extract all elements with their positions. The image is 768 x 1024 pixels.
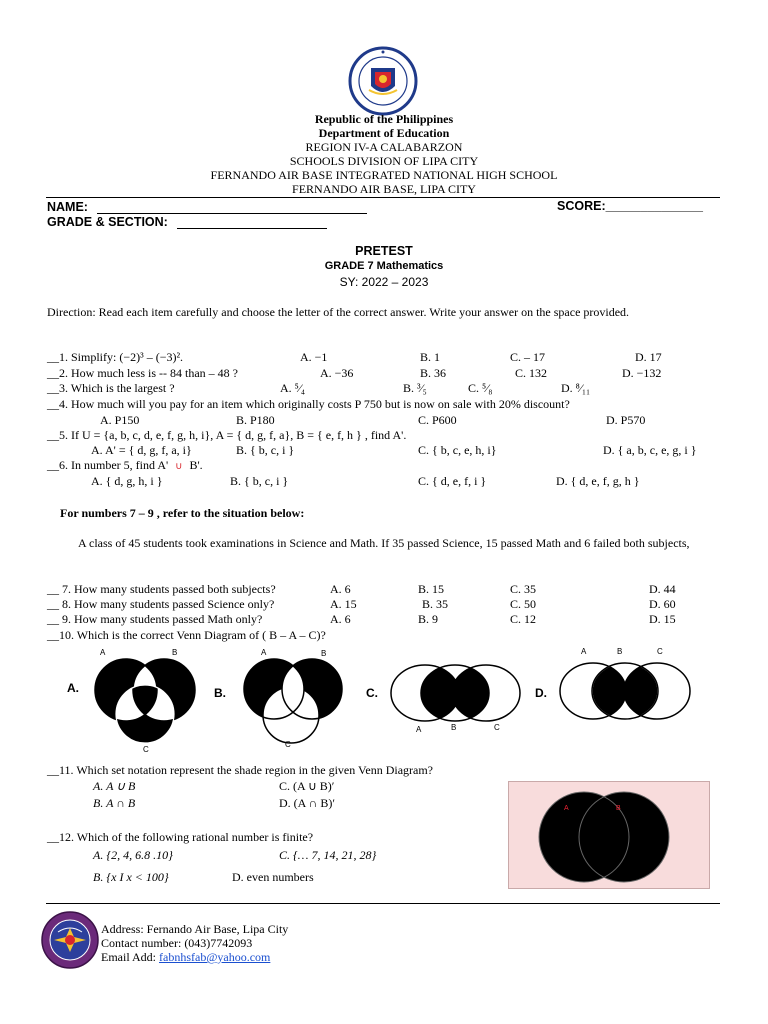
choice-d[interactable]: D. P570: [606, 413, 646, 427]
name-line[interactable]: [97, 199, 367, 214]
question-stem: __ 8. How many students passed Science only?: [47, 597, 275, 611]
q10-option-c-label[interactable]: C.: [366, 686, 378, 700]
choice-b[interactable]: B. 1: [420, 350, 441, 364]
school-year: SY: 2022 – 2023: [339, 275, 429, 289]
grade-section-field: [47, 214, 327, 229]
header-divider: [46, 197, 720, 198]
choice-c[interactable]: C. 50: [510, 597, 537, 611]
venn-label-a: A: [261, 648, 267, 657]
q12-choice-a[interactable]: A. {2, 4, 6.8 .10}: [93, 848, 173, 862]
choice-a[interactable]: A. 15: [330, 597, 357, 611]
choice-a[interactable]: A. A' = { d, g, f, a, i}: [91, 443, 192, 457]
question-stem: __ 7. How many students passed both subjects?: [47, 582, 276, 596]
venn-label-a: A: [581, 647, 587, 656]
venn-label-b: B: [616, 805, 621, 812]
choice-d[interactable]: D. { a, b, c, e, g, i }: [603, 443, 697, 457]
q10-option-a-label[interactable]: A.: [67, 681, 79, 695]
direction-text: Direction: Read each item carefully and choose the letter of the correct answer. Write your answer on the space provided.: [47, 305, 630, 319]
grade-section-label: GRADE & SECTION:: [47, 215, 168, 229]
q11-choice-b[interactable]: B. A ∩ B: [93, 796, 136, 810]
choice-d[interactable]: D. ⁸⁄₁₁: [561, 381, 591, 395]
choice-c[interactable]: C. 12: [510, 612, 537, 626]
question-stem: __ 9. How many students passed Math only?: [47, 612, 263, 626]
venn-label-b: B: [172, 648, 178, 657]
footer-divider: [46, 903, 720, 904]
header-school: FERNANDO AIR BASE INTEGRATED NATIONAL HIGH SCHOOL: [210, 168, 558, 182]
name-label: NAME:: [47, 200, 88, 214]
venn-label-b: B: [617, 647, 623, 656]
footer-contact: Contact number: (043)7742093: [101, 936, 253, 950]
venn-label-b: B: [321, 649, 327, 658]
choice-c[interactable]: C. – 17: [510, 350, 546, 364]
union-symbol-icon: ∪: [175, 461, 183, 472]
choice-b[interactable]: B. P180: [236, 413, 275, 427]
venn-label-c: C: [143, 745, 149, 754]
q12-choice-c[interactable]: C. {… 7, 14, 21, 28}: [279, 848, 377, 862]
footer-email-link[interactable]: fabnhsfab@yahoo.com: [159, 950, 271, 964]
choice-a[interactable]: A. P150: [100, 413, 140, 427]
question-stem: __2. How much less is -- 84 than – 48 ?: [47, 366, 238, 380]
choice-c[interactable]: C. ⁵⁄₈: [468, 381, 493, 395]
header-division: SCHOOLS DIVISION OF LIPA CITY: [289, 154, 479, 168]
q10-venn-option-d[interactable]: [555, 642, 695, 724]
choice-b[interactable]: B. 35: [422, 597, 449, 611]
venn-label-a: A: [564, 805, 569, 812]
venn-label-c: C: [494, 723, 500, 732]
question-stem: __3. Which is the largest ?: [47, 381, 175, 395]
choice-c[interactable]: C. 132: [515, 366, 548, 380]
choice-b[interactable]: B. 36: [420, 366, 447, 380]
header-address: FERNANDO AIR BASE, LIPA CITY: [292, 182, 476, 196]
choice-b[interactable]: B. 15: [418, 582, 445, 596]
header-republic: Republic of the Philippines: [314, 112, 454, 126]
question-stem-start: __6. In number 5, find A': [47, 458, 169, 472]
choice-d[interactable]: D. 15: [649, 612, 676, 626]
choice-d[interactable]: D. 60: [649, 597, 676, 611]
q10-venn-option-a[interactable]: [88, 645, 203, 755]
choice-c[interactable]: C. 35: [510, 582, 537, 596]
question-12-stem: __12. Which of the following rational number is finite?: [47, 830, 314, 844]
question-11-stem: __11. Which set notation represent the shade region in the given Venn Diagram?: [47, 763, 434, 777]
choice-a[interactable]: A. −36: [320, 366, 354, 380]
q10-option-b-label[interactable]: B.: [214, 686, 226, 700]
q10-venn-option-c[interactable]: [388, 660, 523, 738]
footer-email-label: Email Add:: [101, 950, 156, 964]
question-stem: [47, 458, 203, 473]
venn-label-a: A: [416, 725, 422, 734]
q10-option-d-label[interactable]: D.: [535, 686, 547, 700]
name-field: [47, 199, 367, 214]
choice-d[interactable]: D. { d, e, f, g, h }: [556, 474, 640, 488]
q11-venn-diagram: [509, 782, 709, 888]
test-subtitle: GRADE 7 Mathematics: [324, 260, 444, 272]
header-department: Department of Education: [318, 126, 450, 140]
choice-d[interactable]: D. 17: [635, 350, 662, 364]
venn-label-b: B: [451, 723, 457, 732]
choice-c[interactable]: C. P600: [418, 413, 457, 427]
choice-b[interactable]: B. ³⁄₅: [403, 381, 427, 395]
choice-c[interactable]: C. { b, c, e, h, i}: [418, 443, 497, 457]
question-stem: __5. If U = {a, b, c, d, e, f, g, h, i}, A = { d, g, f, a}, B = { e, f, h } , find A'.: [47, 428, 407, 442]
venn-label-c: C: [657, 647, 663, 656]
choice-c[interactable]: C. { d, e, f, i }: [418, 474, 487, 488]
choice-b[interactable]: B. { b, c, i }: [236, 443, 295, 457]
choice-b[interactable]: B. { b, c, i }: [230, 474, 289, 488]
question-stem: __4. How much will you pay for an item which originally costs P 750 but is now on sale with 20% discount?: [47, 397, 570, 411]
footer-email: [101, 950, 270, 965]
q11-choice-a[interactable]: A. A ∪ B: [93, 779, 136, 793]
header-region: REGION IV-A CALABARZON: [305, 140, 463, 154]
choice-a[interactable]: A. 6: [330, 582, 351, 596]
choice-a[interactable]: A. −1: [300, 350, 328, 364]
score-field: SCORE:______________: [557, 199, 703, 213]
question-stem: __1. Simplify: (−2)³ – (−3)².: [47, 350, 184, 364]
q12-choice-b[interactable]: B. {x I x < 100}: [93, 870, 169, 884]
choice-d[interactable]: D. 44: [649, 582, 676, 596]
test-title: PRETEST: [355, 244, 413, 258]
choice-d[interactable]: D. −132: [622, 366, 662, 380]
venn-label-a: A: [100, 648, 106, 657]
choice-a[interactable]: A. 6: [330, 612, 351, 626]
footer-address: Address: Fernando Air Base, Lipa City: [101, 922, 289, 936]
question-10-stem: __10. Which is the correct Venn Diagram of ( B – A – C)?: [47, 628, 326, 642]
choice-a[interactable]: A. { d, g, h, i }: [91, 474, 163, 488]
choice-b[interactable]: B. 9: [418, 612, 439, 626]
venn-label-c: C: [285, 740, 291, 749]
situation-text: A class of 45 students took examinations in Science and Math. If 35 passed Science, 15 passed Math and 6 failed both subjects,: [78, 536, 690, 550]
school-logo: [40, 910, 100, 970]
situation-heading: For numbers 7 – 9 , refer to the situation below:: [60, 506, 305, 520]
q10-venn-option-b[interactable]: [236, 645, 351, 753]
choice-a[interactable]: A. ⁵⁄₄: [280, 381, 306, 395]
q12-choice-d[interactable]: D. even numbers: [232, 870, 314, 884]
q11-choice-d[interactable]: D. (A ∩ B)′: [279, 796, 335, 810]
grade-section-line[interactable]: [177, 214, 327, 229]
q11-venn-figure: [508, 781, 710, 889]
question-stem-end: B'.: [189, 458, 203, 472]
deped-seal: [347, 46, 419, 116]
q11-choice-c[interactable]: C. (A ∪ B)′: [279, 779, 335, 793]
